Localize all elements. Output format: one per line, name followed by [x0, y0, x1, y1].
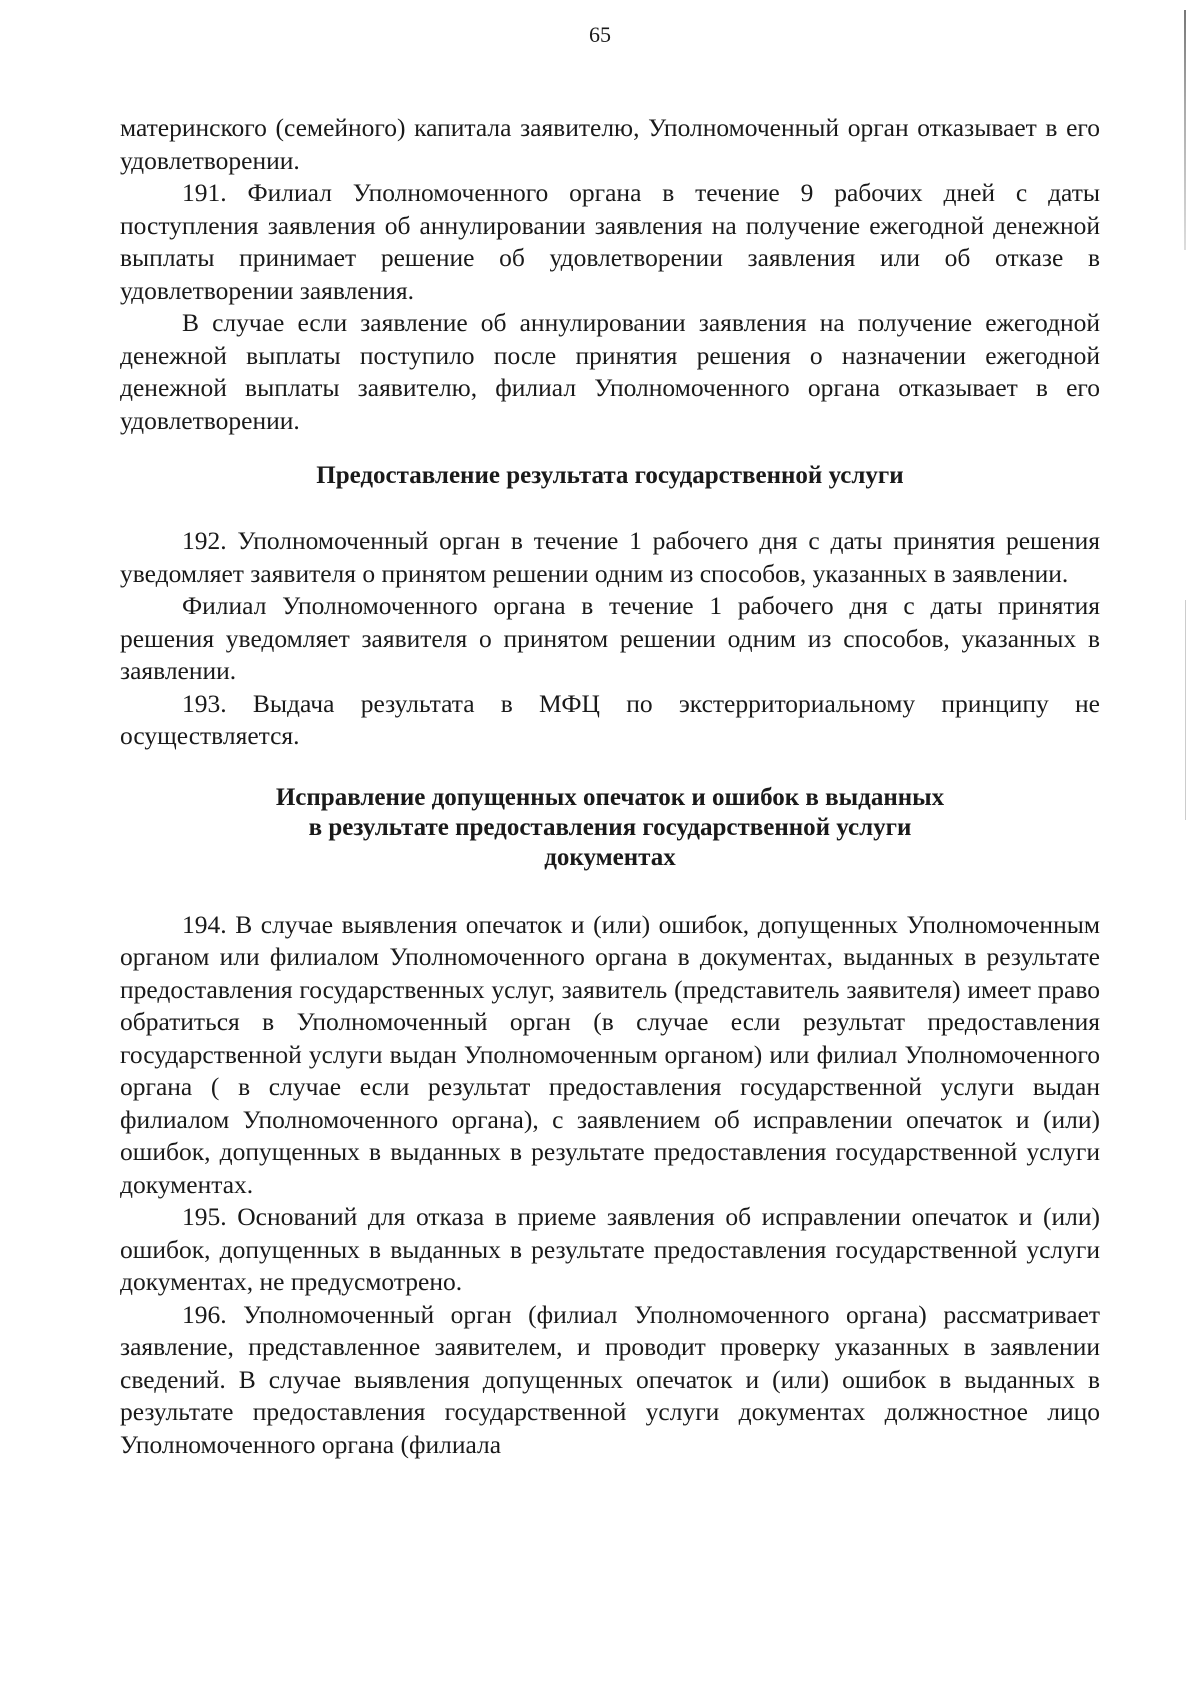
paragraph-195: 195. Оснований для отказа в приеме заявления об исправлении опечаток и (или) ошибок, допущенных в выданных в результате предоставления государственной услуги документах, не предусмотрено.: [120, 1202, 1100, 1296]
section-heading-result: Предоставление результата государственной услуги: [316, 462, 904, 489]
section-heading-corrections-line1: Исправление допущенных опечаток и ошибок в выданных: [275, 783, 945, 811]
paragraph-continuation: материнского (семейного) капитала заявителю, Уполномоченный орган отказывает в его удовлетворении.: [120, 113, 1100, 175]
section-heading-corrections: [120, 783, 1100, 873]
paragraph-194: 194. В случае выявления опечаток и (или) ошибок, допущенных Уполномоченным органом или филиалом Уполномоченного органа в документах, выданных в результате предоставления государственных услуг, заявитель (представитель заявителя) имеет право обратиться в Уполномоченный орган (в случае если результат предоставления государственной услуги выдан Уполномоченным органом) или филиал Уполномоченного органа ( в случае если результат предоставления государственной услуги выдан филиалом Уполномоченного органа), с заявлением об исправлении опечаток и (или) ошибок, допущенных в выданных в результате предоставления государственной услуги документах.: [120, 909, 1100, 1199]
section-heading-corrections-line2: в результате предоставления государственной услуги: [308, 813, 912, 841]
paragraph-191: 191. Филиал Уполномоченного органа в течение 9 рабочих дней с даты поступления заявления об аннулировании заявления на получение ежегодной денежной выплаты принимает решение об удовлетворении заявления или об отказе в удовлетворении заявления.: [120, 178, 1100, 305]
document-body: [120, 112, 1100, 1461]
section-heading-corrections-line3: документах: [544, 843, 676, 871]
paragraph-193: 193. Выдача результата в МФЦ по экстерриториальному принципу не осуществляется.: [120, 688, 1100, 750]
paragraph-196: 196. Уполномоченный орган (филиал Уполномоченного органа) рассматривает заявление, представленное заявителем, и проводит проверку указанных в заявлении сведений. В случае выявления допущенных опечаток и (или) ошибок в выданных в результате предоставления государственной услуги документах должностное лицо Уполномоченного органа (филиала: [120, 1299, 1100, 1459]
page-number: 65: [589, 22, 611, 47]
paragraph-191-case: В случае если заявление об аннулировании заявления на получение ежегодной денежной выплаты поступило после принятия решения о назначении ежегодной денежной выплаты заявителю, филиал Уполномоченного органа отказывает в его удовлетворении.: [120, 308, 1100, 435]
paragraph-192: 192. Уполномоченный орган в течение 1 рабочего дня с даты принятия решения уведомляет заявителя о принятом решении одним из способов, указанных в заявлении.: [120, 526, 1100, 588]
paragraph-192-branch: Филиал Уполномоченного органа в течение 1 рабочего дня с даты принятия решения уведомляет заявителя о принятом решении одним из способов, указанных в заявлении.: [120, 591, 1100, 685]
scan-edge-mark-lower: [1185, 600, 1186, 820]
